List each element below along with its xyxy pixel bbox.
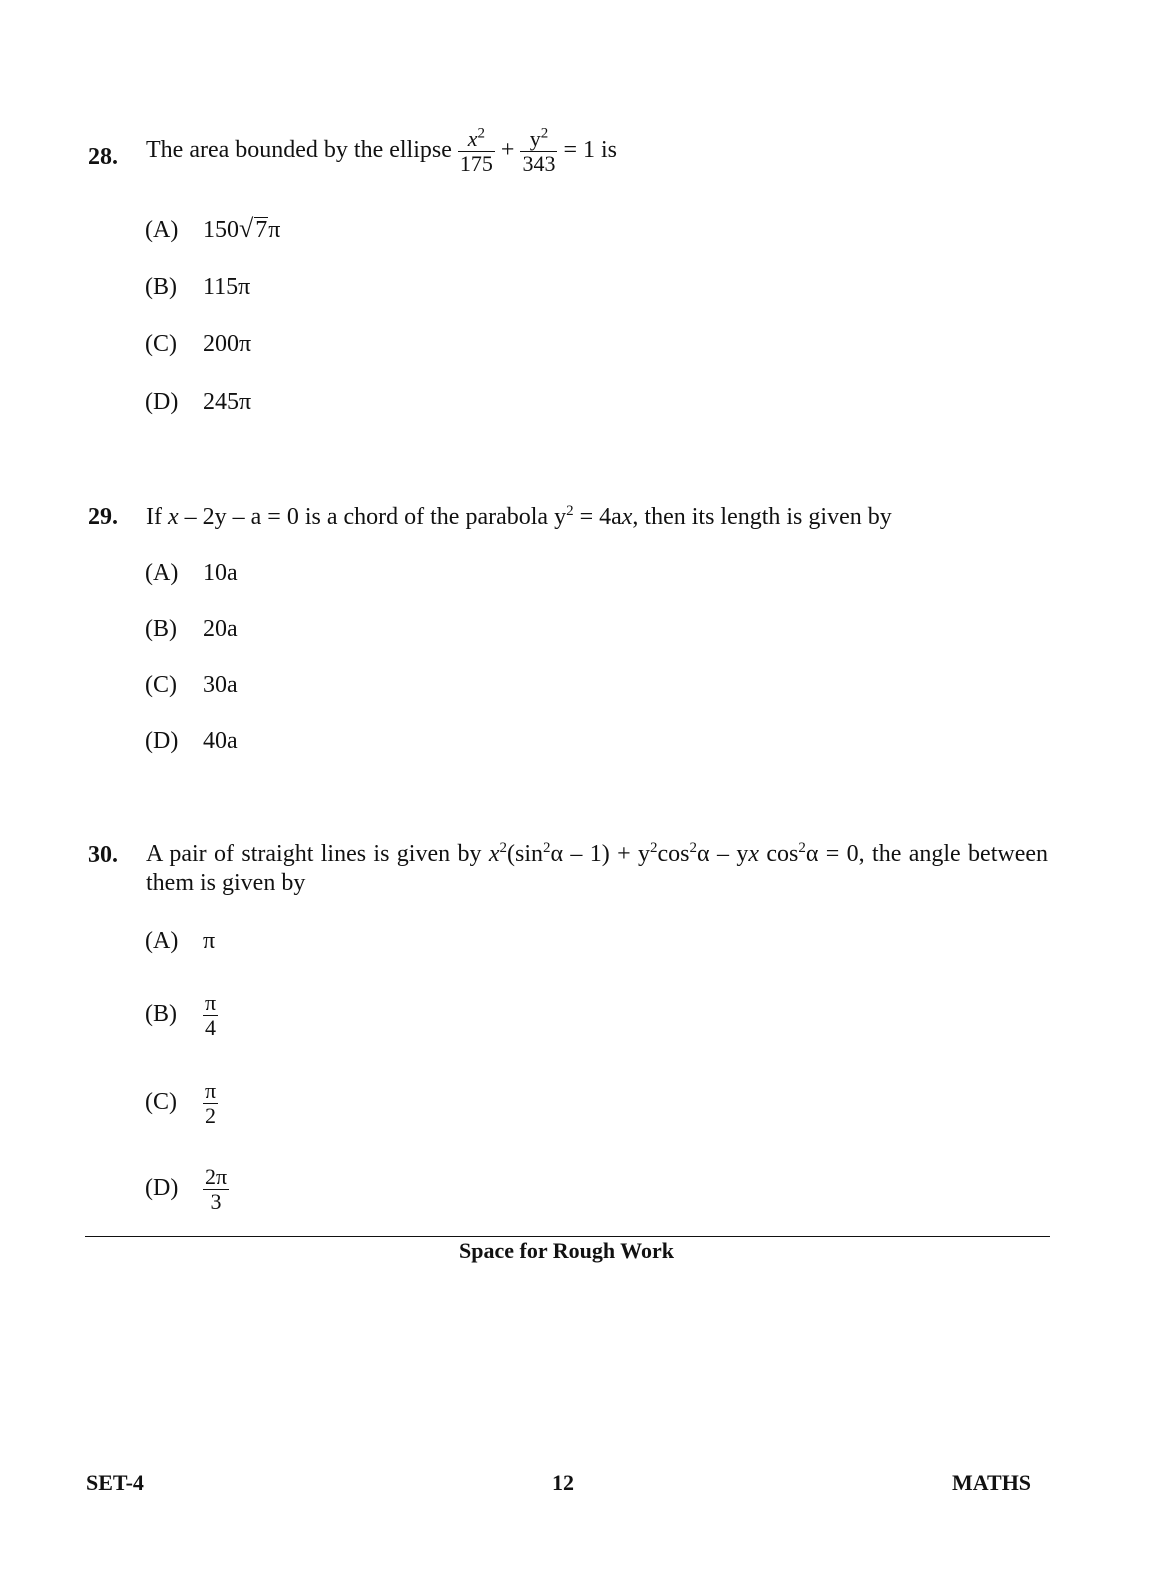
option-value: 200π xyxy=(203,331,252,357)
option-label: (C) xyxy=(145,331,177,357)
option-30-a[interactable] xyxy=(145,926,215,956)
option-label: (C) xyxy=(145,672,177,698)
option-fraction: $\frac{2\pi}{3}$ xyxy=(205,1164,228,1214)
ellipse-fraction-y: $\frac{y^2}{343}$ xyxy=(522,125,556,176)
option-28-c[interactable] xyxy=(145,329,251,359)
option-fraction: $\frac{\pi}{4}$ xyxy=(205,990,217,1040)
question-text-after: = 1 is xyxy=(563,137,617,164)
option-label: (A) xyxy=(145,217,179,243)
question-number: 30. xyxy=(88,842,118,868)
question-text: If x – 2y – a = 0 is a chord of the parabola $y^2 = 4ax$, then its length is given by xyxy=(146,503,892,530)
option-label: (B) xyxy=(145,1001,177,1028)
option-value: π xyxy=(203,928,216,954)
question-number: 28. xyxy=(88,144,118,170)
footer-set: SET-4 xyxy=(86,1470,144,1495)
option-fraction: $\frac{\pi}{2}$ xyxy=(205,1078,217,1128)
option-value: 40a xyxy=(203,728,238,754)
option-label: (A) xyxy=(145,560,179,586)
question-number: 29. xyxy=(88,504,118,530)
option-30-d[interactable] xyxy=(145,1166,229,1213)
option-28-a[interactable] xyxy=(145,214,280,245)
option-value: 20a xyxy=(203,616,238,642)
plus-sign: + xyxy=(500,137,515,164)
option-30-b[interactable] xyxy=(145,992,218,1039)
option-29-a[interactable] xyxy=(145,558,238,588)
option-label: (A) xyxy=(145,928,179,954)
footer-page-number: 12 xyxy=(552,1470,574,1495)
option-value: 10a xyxy=(203,560,238,586)
question-text-before: The area bounded by the ellipse xyxy=(146,137,452,164)
question-30 xyxy=(88,840,1048,900)
option-29-b[interactable] xyxy=(145,614,238,644)
option-label: (D) xyxy=(145,728,179,754)
option-label: (C) xyxy=(145,1089,177,1116)
option-28-d[interactable] xyxy=(145,387,251,417)
question-28 xyxy=(88,125,1048,188)
option-label: (D) xyxy=(145,1175,179,1202)
option-value: 150√7π xyxy=(203,214,281,243)
option-28-b[interactable] xyxy=(145,272,250,302)
question-text: A pair of straight lines is given by $x^2(\sin^2\alpha - 1) + y^2\cos^2\alpha$ – yx $\cos^2\alpha = 0$, the angle between them is given by xyxy=(146,840,1048,896)
rough-work-divider xyxy=(85,1236,1050,1237)
question-29 xyxy=(88,502,1048,532)
footer-subject: MATHS xyxy=(952,1470,1032,1495)
ellipse-fraction-x: $\frac{x^2}{175}$ xyxy=(459,125,493,176)
option-label: (D) xyxy=(145,389,179,415)
option-value: 30a xyxy=(203,672,238,698)
option-value: 115π xyxy=(203,274,251,300)
option-30-c[interactable] xyxy=(145,1080,218,1127)
option-label: (B) xyxy=(145,274,177,300)
option-29-d[interactable] xyxy=(145,726,238,756)
option-label: (B) xyxy=(145,616,177,642)
option-29-c[interactable] xyxy=(145,670,238,700)
sqrt-icon: √ xyxy=(239,214,254,243)
question-text xyxy=(146,125,1048,176)
rough-work-heading: Space for Rough Work xyxy=(459,1238,674,1263)
option-value: 245π xyxy=(203,389,252,415)
